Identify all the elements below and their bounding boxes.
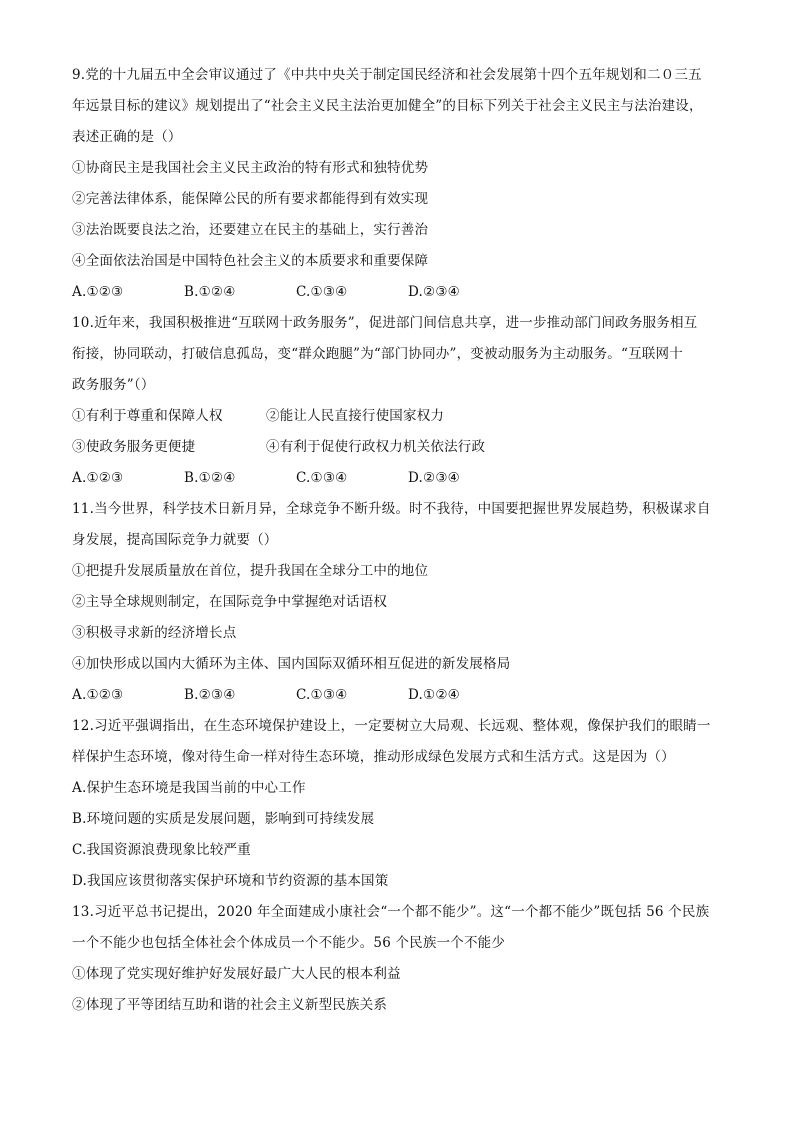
choice-d: D.①②④ xyxy=(408,687,460,703)
question-stem-line: 一个不能少也包括全体社会个体成员一个不能少。56 个民族一个不能少 xyxy=(72,935,506,951)
question-stem-line: 9.党的十九届五中全会审议通过了《中共中央关于制定国民经济和社会发展第十四个五年规划和二０三五 xyxy=(72,67,702,83)
question-10 xyxy=(72,308,752,494)
choice-a: A.保护生态环境是我国当前的中心工作 xyxy=(72,780,306,796)
answer-choices xyxy=(72,463,752,494)
choice-b: B.②③④ xyxy=(184,687,236,703)
option-row xyxy=(72,432,752,463)
question-11 xyxy=(72,494,752,711)
question-stem-line: 样保护生态环境，像对待生命一样对待生态环境，推动形成绿色发展方式和生活方式。这是因为（） xyxy=(72,749,675,765)
question-stem-line: 10.近年来，我国积极推进“互联网十政务服务”，促进部门间信息共享，进一步推动部门间政务服务相互 xyxy=(72,315,698,331)
question-stem-line: 政务服务”（） xyxy=(72,377,155,393)
option-statement: ②能让人民直接行使国家权力 xyxy=(266,408,445,424)
choice-c: C.①③④ xyxy=(296,284,348,300)
choice-c: C.①③④ xyxy=(296,470,348,486)
answer-choices xyxy=(72,680,752,711)
choice-d: D.②③④ xyxy=(408,470,460,486)
question-12 xyxy=(72,711,752,897)
option-statement: ②体现了平等团结互助和谐的社会主义新型民族关系 xyxy=(72,997,388,1013)
exam-page xyxy=(72,60,752,1021)
option-statement: ③积极寻求新的经济增长点 xyxy=(72,625,237,641)
question-9 xyxy=(72,60,752,308)
question-stem-line: 13.习近平总书记提出，2020 年全面建成小康社会“一个都不能少”。这“一个都不能少”既包括 56 个民族 xyxy=(72,904,710,920)
choice-a: A.①②③ xyxy=(72,470,124,486)
option-statement: ①把提升发展质量放在首位，提升我国在全球分工中的地位 xyxy=(72,563,429,579)
option-statement: ②完善法律体系，能保障公民的所有要求都能得到有效实现 xyxy=(72,191,429,207)
choice-a: A.①②③ xyxy=(72,687,124,703)
option-statement: ②主导全球规则制定，在国际竞争中掌握绝对话语权 xyxy=(72,594,388,610)
question-stem-line: 衔接，协同联动，打破信息孤岛，变“群众跑腿”为“部门协同办”，变被动服务为主动服务。“互联网十 xyxy=(72,346,683,362)
choice-d: D.②③④ xyxy=(408,284,460,300)
option-statement: ①有利于尊重和保障人权 xyxy=(72,408,223,424)
answer-choices xyxy=(72,277,752,308)
option-statement: ①协商民主是我国社会主义民主政治的特有形式和独特优势 xyxy=(72,160,429,176)
choice-b: B.环境问题的实质是发展问题，影响到可持续发展 xyxy=(72,811,375,827)
choice-b: B.①②④ xyxy=(184,470,236,486)
option-statement: ④有利于促使行政权力机关依法行政 xyxy=(266,439,486,455)
choice-d: D.我国应该贯彻落实保护环境和节约资源的基本国策 xyxy=(72,873,389,889)
question-stem-line: 11.当今世界，科学技术日新月异，全球竞争不断升级。时不我待，中国要把握世界发展趋势，积极谋求自 xyxy=(72,501,711,517)
choice-c: C.①③④ xyxy=(296,687,348,703)
option-statement: ④加快形成以国内大循环为主体、国内国际双循环相互促进的新发展格局 xyxy=(72,656,511,672)
choice-b: B.①②④ xyxy=(184,284,236,300)
option-statement: ①体现了党实现好维护好发展好最广大人民的根本利益 xyxy=(72,966,401,982)
option-statement: ④全面依法治国是中国特色社会主义的本质要求和重要保障 xyxy=(72,253,429,269)
choice-a: A.①②③ xyxy=(72,284,124,300)
question-stem-line: 12.习近平强调指出，在生态环境保护建设上，一定要树立大局观、长远观、整体观，像保护我们的眼睛一 xyxy=(72,718,711,734)
question-stem-line: 身发展，提高国际竞争力就要（） xyxy=(72,532,278,548)
choice-c: C.我国资源浪费现象比较严重 xyxy=(72,842,251,858)
option-row xyxy=(72,401,752,432)
option-statement: ③法治既要良法之治，还要建立在民主的基础上，实行善治 xyxy=(72,222,429,238)
question-13 xyxy=(72,897,752,1021)
option-statement: ③使政务服务更便捷 xyxy=(72,439,196,455)
question-stem-line: 表述正确的是（） xyxy=(72,129,182,145)
question-stem-line: 年远景目标的建议》规划提出了“社会主义民主法治更加健全”的目标下列关于社会主义民主与法治建设， xyxy=(72,98,703,114)
